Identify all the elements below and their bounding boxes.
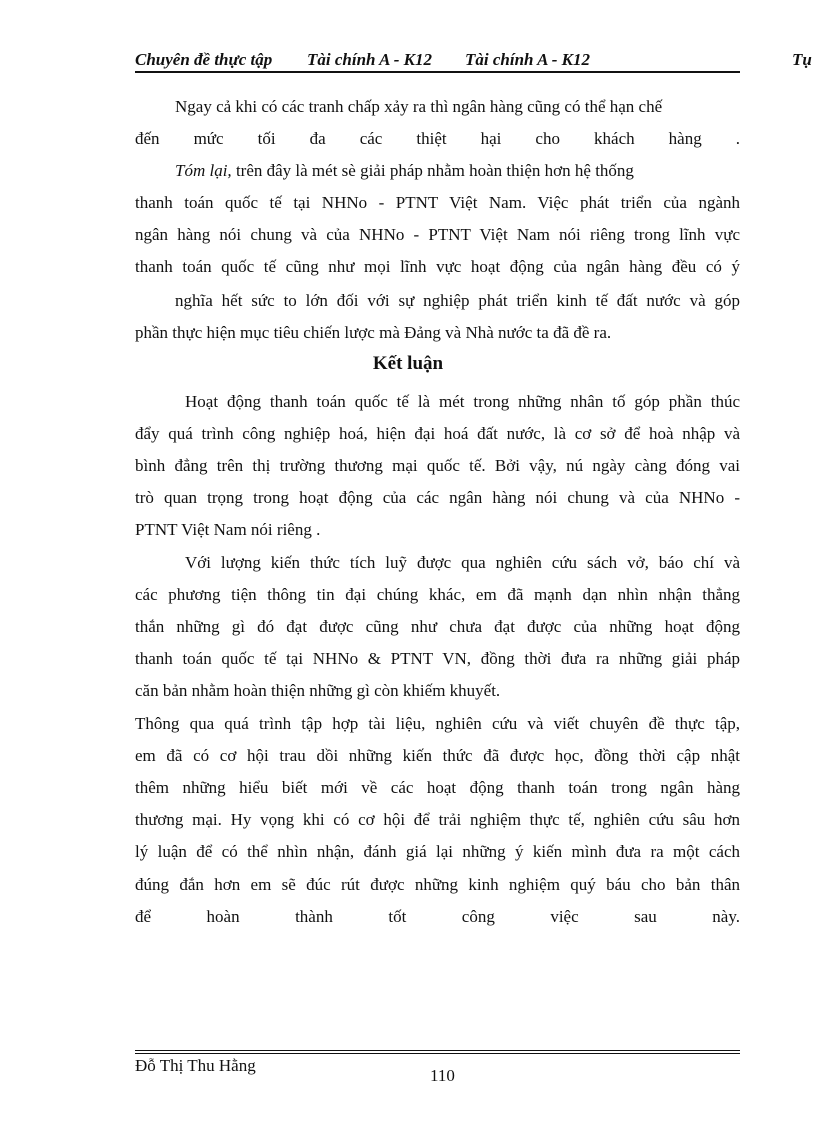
conclusion-line-5: PTNT Việt Nam nói riêng . bbox=[135, 520, 321, 539]
header-cutoff: Tụ bbox=[792, 50, 812, 69]
para-line-4: thanh toán quốc tế tại NHNo - PTNT Việt Nam. Việc phát triển của ngành bbox=[135, 193, 740, 212]
conclusion-line-4: trò quan trọng trong hoạt động của các ngân hàng nói chung và của NHNo - bbox=[135, 488, 740, 507]
conclusion-line-2: đẩy quá trình công nghiệp hoá, hiện đại hoá đất nước, là cơ sở để hoà nhập và bbox=[135, 424, 740, 443]
conclusion-line-14: thương mại. Hy vọng khi có cơ hội để trải nghiệm thực tế, nghiên cứu sâu hơn bbox=[135, 810, 740, 829]
conclusion-line-7: các phương tiện thông tin đại chúng khác, em đã mạnh dạn nhìn nhận thẳng bbox=[135, 585, 740, 604]
page-header bbox=[135, 50, 816, 72]
header-rule bbox=[135, 71, 740, 73]
conclusion-line-1: Hoạt động thanh toán quốc tế là mét trong những nhân tố góp phần thúc bbox=[185, 392, 740, 411]
para-line-6: thanh toán quốc tế cũng như mọi lĩnh vực hoạt động của ngân hàng đều có ý bbox=[135, 257, 740, 276]
header-class-1: Tài chính A - K12 bbox=[307, 50, 433, 69]
conclusion-line-10: căn bản nhằm hoàn thiện những gì còn khiếm khuyết. bbox=[135, 681, 501, 700]
conclusion-line-17: để hoàn thành tốt công việc sau này. bbox=[135, 907, 740, 926]
section-heading: Kết luận bbox=[372, 353, 444, 374]
para-line-7: nghĩa hết sức to lớn đối với sự nghiệp phát triển kinh tế đất nước và góp bbox=[175, 291, 740, 310]
footer-rule bbox=[135, 1050, 740, 1051]
conclusion-line-3: bình đẳng trên thị trường thương mại quốc tế. Bởi vậy, nú ngày càng đóng vai bbox=[135, 456, 740, 475]
para-line-5: ngân hàng nói chung và của NHNo - PTNT Việt Nam nói riêng trong lĩnh vực bbox=[135, 225, 740, 244]
conclusion-line-13: thêm những hiểu biết mới về các hoạt động thanh toán trong ngân hàng bbox=[135, 778, 740, 797]
para-line-3 bbox=[175, 159, 634, 183]
footer-author: Đỗ Thị Thu Hằng bbox=[135, 1056, 256, 1075]
conclusion-line-11: Thông qua quá trình tập hợp tài liệu, nghiên cứu và viết chuyên đề thực tập, bbox=[135, 714, 740, 733]
header-class-2: Tài chính A - K12 bbox=[465, 50, 591, 69]
page-number: 110 bbox=[430, 1066, 455, 1085]
summary-text: trên đây là mét sè giải pháp nhằm hoàn thiện hơn hệ thống bbox=[235, 161, 634, 180]
conclusion-line-8: thắn những gì đó đạt được cũng như chưa đạt được của những hoạt động bbox=[135, 617, 740, 636]
header-course: Chuyên đề thực tập bbox=[135, 50, 273, 69]
summary-label: Tóm lại, bbox=[175, 161, 232, 180]
conclusion-line-15: lý luận để có thể nhìn nhận, đánh giá lại những ý kiến mình đưa ra một cách bbox=[135, 842, 740, 861]
conclusion-line-12: em đã có cơ hội trau dồi những kiến thức đã được học, đồng thời cập nhật bbox=[135, 746, 740, 765]
footer-rule-double bbox=[135, 1053, 740, 1054]
conclusion-line-9: thanh toán quốc tế tại NHNo & PTNT VN, đồng thời đưa ra những giải pháp bbox=[135, 649, 740, 668]
para-line-8: phần thực hiện mục tiêu chiến lược mà Đảng và Nhà nước ta đã đề ra. bbox=[135, 323, 612, 342]
para-line-1: Ngay cả khi có các tranh chấp xảy ra thì ngân hàng cũng có thể hạn chế bbox=[175, 97, 663, 116]
para-line-2: đến mức tối đa các thiệt hại cho khách hàng . bbox=[135, 129, 740, 148]
conclusion-line-6: Với lượng kiến thức tích luỹ được qua nghiên cứu sách vở, báo chí và bbox=[185, 553, 740, 572]
conclusion-line-16: đúng đắn hơn em sẽ đúc rút được những kinh nghiệm quý báu cho bản thân bbox=[135, 875, 740, 894]
